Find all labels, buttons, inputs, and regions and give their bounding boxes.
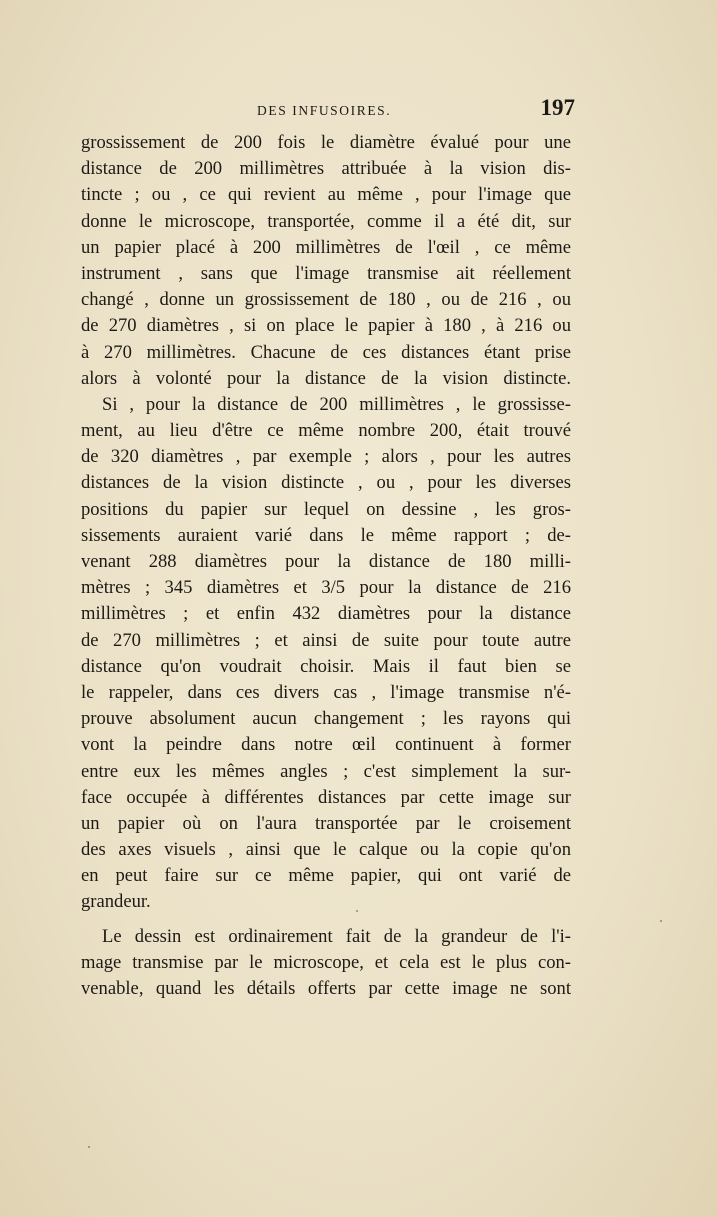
paper-speck bbox=[660, 920, 662, 922]
paragraph-1 bbox=[81, 130, 571, 392]
paper-speck bbox=[356, 910, 358, 912]
text-line: instrument , sans que l'image transmise ait réellement bbox=[81, 262, 571, 284]
text-line: venant 288 diamètres pour la distance de 180 milli- bbox=[81, 551, 571, 572]
text-line: grandeur. bbox=[81, 891, 151, 913]
text-line: face occupée à différentes distances par cette image sur bbox=[81, 786, 571, 808]
text-line: mètres ; 345 diamètres et 3/5 pour la distance de 216 bbox=[81, 577, 571, 599]
text-line: venable, quand les détails offerts par cette image ne sont bbox=[81, 978, 571, 999]
text-line: grossissement de 200 fois le diamètre évalué pour une bbox=[81, 132, 571, 153]
page-header bbox=[81, 95, 575, 131]
paragraph-2 bbox=[81, 392, 571, 916]
text-line: un papier où on l'aura transportée par le croisement bbox=[81, 812, 571, 834]
text-line: millimètres ; et enfin 432 diamètres pour la distance bbox=[81, 603, 571, 625]
text-line: un papier placé à 200 millimètres de l'œil , ce même bbox=[81, 236, 571, 258]
text-line: positions du papier sur lequel on dessine , les gros- bbox=[81, 498, 571, 520]
text-line: distance de 200 millimètres attribuée à la vision dis- bbox=[81, 158, 571, 180]
text-line: distance qu'on voudrait choisir. Mais il faut bien se bbox=[81, 655, 571, 677]
paragraph-gap bbox=[81, 916, 571, 924]
text-line: sissements auraient varié dans le même rapport ; de- bbox=[81, 524, 571, 546]
paragraph-3 bbox=[81, 924, 571, 1003]
text-line: Si , pour la distance de 200 millimètres , le grossisse- bbox=[102, 393, 571, 415]
text-line: tincte ; ou , ce qui revient au même , pour l'image que bbox=[81, 184, 571, 206]
text-line: entre eux les mêmes angles ; c'est simplement la sur- bbox=[81, 760, 571, 782]
text-line: en peut faire sur ce même papier, qui ont varié de bbox=[81, 865, 571, 887]
text-line: vont la peindre dans notre œil continuent à former bbox=[81, 734, 571, 756]
text-line: alors à volonté pour la distance de la vision distincte. bbox=[81, 367, 571, 389]
paper-speck bbox=[88, 1146, 90, 1148]
text-line: de 320 diamètres , par exemple ; alors , pour les autres bbox=[81, 446, 571, 468]
text-line: changé , donne un grossissement de 180 , ou de 216 , ou bbox=[81, 289, 571, 311]
text-line: donne le microscope, transportée, comme il a été dit, sur bbox=[81, 210, 571, 232]
text-line: à 270 millimètres. Chacune de ces distances étant prise bbox=[81, 341, 571, 363]
text-line: prouve absolument aucun changement ; les rayons qui bbox=[81, 708, 571, 730]
text-line: de 270 diamètres , si on place le papier à 180 , à 216 ou bbox=[81, 315, 571, 337]
body-text bbox=[81, 130, 571, 1002]
text-line: mage transmise par le microscope, et cela est le plus con- bbox=[81, 951, 571, 973]
text-line: le rappeler, dans ces divers cas , l'image transmise n'é- bbox=[81, 681, 571, 703]
running-head: DES INFUSOIRES. bbox=[257, 103, 392, 118]
text-line: distances de la vision distincte , ou , pour les diverses bbox=[81, 472, 571, 494]
text-line: des axes visuels , ainsi que le calque ou la copie qu'on bbox=[81, 839, 571, 861]
text-line: ment, au lieu d'être ce même nombre 200, était trouvé bbox=[81, 420, 571, 442]
page-number: 197 bbox=[540, 95, 575, 120]
text-line: de 270 millimètres ; et ainsi de suite pour toute autre bbox=[81, 629, 571, 651]
text-line: Le dessin est ordinairement fait de la grandeur de l'i- bbox=[102, 925, 571, 947]
